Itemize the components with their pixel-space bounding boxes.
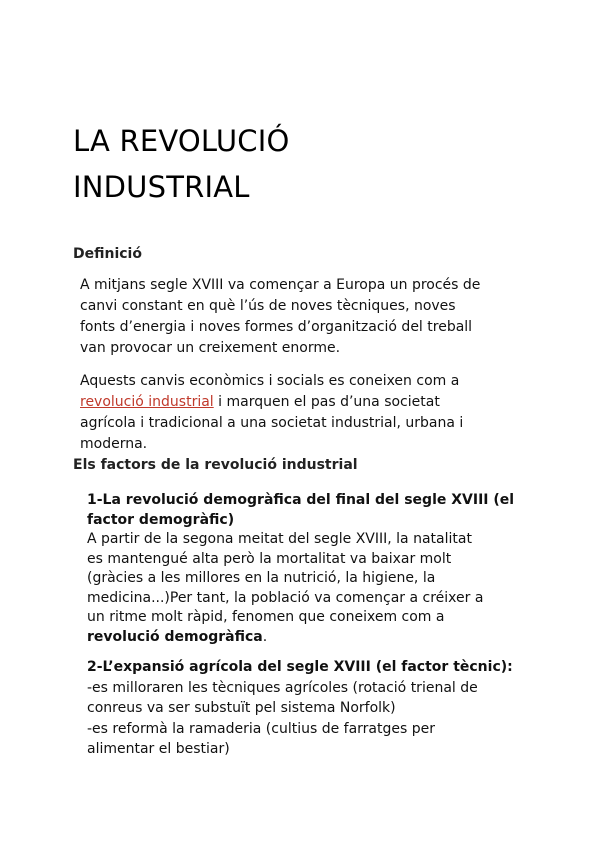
factor-1-text-line: un ritme molt ràpid, fenomen que coneixem com a	[87, 609, 445, 625]
definition-paragraph-2-line: agrícola i tradicional a una societat industrial, urbana i	[80, 415, 464, 431]
factor-1-text-line: es mantengué alta però la mortalitat va baixar molt	[87, 550, 452, 567]
factor-2-text-line: -es milloraren les tècniques agrícoles (rotació trienal de	[87, 679, 478, 696]
factors-heading: Els factors de la revolució industrial	[73, 457, 358, 473]
definition-paragraph-1-line: A mitjans segle XVIII va començar a Europa un procés de	[80, 277, 481, 293]
factor-1-heading-line: factor demogràfic)	[87, 511, 235, 528]
factor-1-block	[87, 491, 514, 647]
factor-1-end-punct: .	[262, 628, 268, 645]
definition-paragraph-1-line: canvi constant en què l’ús de noves tècniques, noves	[80, 298, 456, 314]
definition-paragraph-2	[80, 371, 463, 455]
factor-1-text-line	[87, 628, 514, 648]
definition-paragraph-2-line: Aquests canvis econòmics i socials es coneixen com a	[80, 373, 460, 389]
factor-1-text-line: (gràcies a les millores en la nutrició, la higiene, la	[87, 570, 436, 586]
definition-paragraph-2-line-rest: i marquen el pas d’una societat	[213, 394, 440, 410]
page-title-line-2: INDUSTRIAL	[73, 170, 250, 204]
factor-1-text-line: medicina...)Per tant, la població va començar a créixer a	[87, 589, 484, 606]
definition-paragraph-1	[80, 275, 480, 359]
definition-heading: Definició	[73, 246, 142, 262]
factor-2-text-line: alimentar el bestiar)	[87, 741, 230, 757]
factor-2-heading: 2-L’expansió agrícola del segle XVIII (el factor tècnic):	[87, 659, 513, 675]
factor-1-heading-line: 1-La revolució demogràfica del final del segle XVIII (el	[87, 492, 515, 508]
definition-paragraph-1-line: van provocar un creixement enorme.	[80, 340, 341, 356]
definition-paragraph-1-line: fonts d’energia i noves formes d’organització del treball	[80, 319, 473, 335]
definition-paragraph-2-line	[80, 392, 463, 413]
factor-2-block	[87, 657, 513, 760]
revolucio-industrial-link[interactable]: revolució industrial	[80, 394, 214, 410]
page-title	[73, 118, 533, 210]
factor-1-text-line: A partir de la segona meitat del segle XVIII, la natalitat	[87, 531, 472, 547]
revolucio-demografica-term: revolució demogràfica	[87, 628, 263, 645]
definition-paragraph-2-line: moderna.	[80, 436, 148, 452]
page-title-line-1: LA REVOLUCIÓ	[73, 124, 290, 158]
factor-2-text-line: conreus va ser substuït pel sistema Norfolk)	[87, 700, 396, 716]
factor-2-text-line: -es reformà la ramaderia (cultius de farratges per	[87, 720, 435, 737]
